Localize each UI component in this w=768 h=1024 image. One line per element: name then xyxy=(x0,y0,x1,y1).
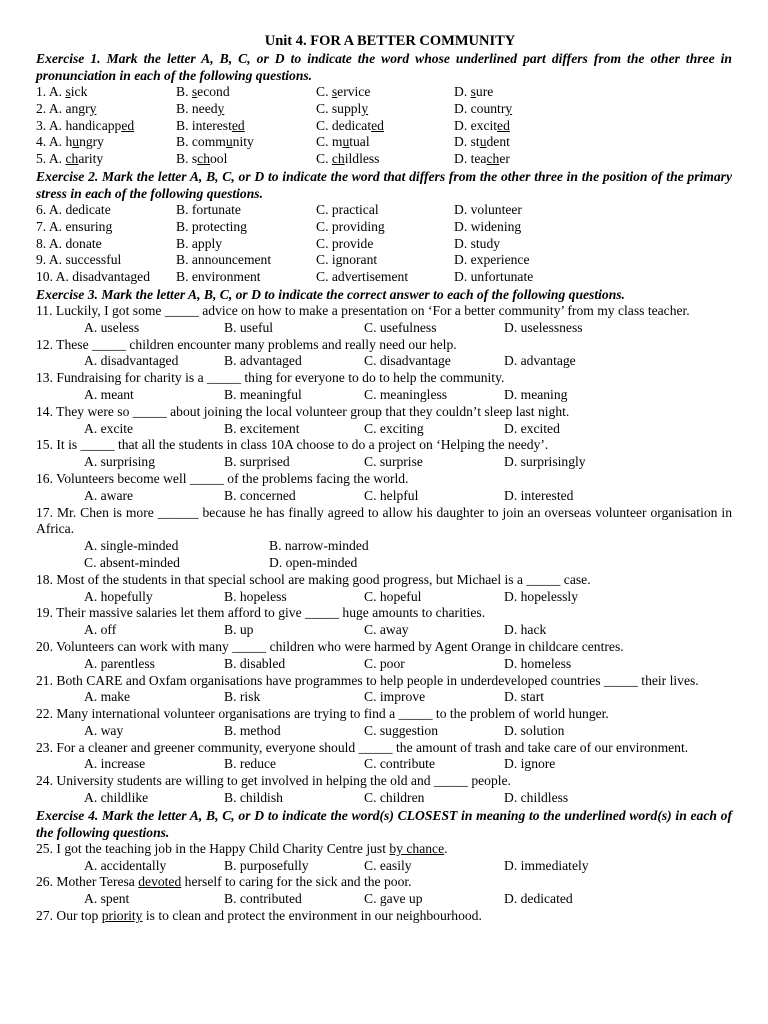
option-a: A. way xyxy=(84,722,124,738)
option-d: D. teacher xyxy=(454,151,510,167)
option-c: C. gave up xyxy=(364,891,423,907)
option-d: D. open-minded xyxy=(269,554,358,570)
question-24: 24. University students are willing to get involved in helping the old and _____ people. xyxy=(36,773,511,789)
option-c: C. service xyxy=(316,84,371,99)
option-c: C. helpful xyxy=(364,487,419,503)
question-14-options xyxy=(36,421,732,438)
option-c: C. hopeful xyxy=(364,588,422,604)
option-c: C. poor xyxy=(364,655,405,671)
option-c: C. provide xyxy=(316,235,374,251)
question-text: 27. Our top xyxy=(36,908,102,924)
option-b: B. school xyxy=(176,151,228,167)
exercise-2-questions xyxy=(36,202,732,286)
option-c: C. supply xyxy=(316,100,369,116)
option-d: D. start xyxy=(504,689,545,705)
option-d: D. ignore xyxy=(504,756,556,772)
option-d: D. homeless xyxy=(504,655,572,671)
option-c: C. contribute xyxy=(364,756,435,772)
question-22-options xyxy=(36,723,732,740)
option-a: 1. A. sick xyxy=(36,84,88,99)
question-25-options xyxy=(36,858,732,875)
option-d: D. uselessness xyxy=(504,319,583,335)
option-a: A. hopefully xyxy=(84,588,153,604)
option-d: D. meaning xyxy=(504,386,568,402)
exercise-1-questions xyxy=(36,84,732,168)
question-23-options xyxy=(36,756,732,773)
question-19: 19. Their massive salaries let them afford to give _____ huge amounts to charities. xyxy=(36,605,486,621)
option-c: C. usefulness xyxy=(364,319,437,335)
exercise-2-heading: Exercise 2. Mark the letter A, B, C, or D to indicate the word that differs from the other three in the position of the primary stress in each of the following questions. xyxy=(36,168,732,201)
option-c: C. easily xyxy=(364,857,412,873)
option-c: C. advertisement xyxy=(316,269,409,285)
option-a: 3. A. handicapped xyxy=(36,117,135,133)
option-a: A. accidentally xyxy=(84,857,167,873)
question-17-options xyxy=(36,538,732,572)
option-c: C. dedicated xyxy=(316,117,384,133)
page-title: Unit 4. FOR A BETTER COMMUNITY xyxy=(264,33,516,49)
option-d: D. hack xyxy=(504,622,547,638)
question-10-row xyxy=(36,269,732,286)
underlined-phrase: priority xyxy=(101,908,143,924)
option-a: A. increase xyxy=(84,756,146,772)
option-b: B. excitement xyxy=(224,420,300,436)
option-a: A. childlike xyxy=(84,790,149,806)
question-14: 14. They were so _____ about joining the local volunteer group that they couldn’t sleep last night. xyxy=(36,403,570,419)
option-b: B. method xyxy=(224,722,281,738)
option-b: B. fortunate xyxy=(176,201,241,217)
option-b: B. useful xyxy=(224,319,274,335)
option-a: A. spent xyxy=(84,891,130,907)
option-d: D. solution xyxy=(504,722,565,738)
option-d: D. study xyxy=(454,235,501,251)
option-c: C. absent-minded xyxy=(84,554,180,570)
option-c: C. childless xyxy=(316,151,380,167)
option-b: B. community xyxy=(176,134,254,150)
option-c: C. improve xyxy=(364,689,426,705)
question-20: 20. Volunteers can work with many _____ children who were harmed by Agent Orange in childcare centres. xyxy=(36,638,624,654)
question-2-row xyxy=(36,101,732,118)
question-6-row xyxy=(36,202,732,219)
option-b: B. purposefully xyxy=(224,857,309,873)
option-a: A. off xyxy=(84,622,117,638)
option-d: D. unfortunate xyxy=(454,269,534,285)
option-a: A. meant xyxy=(84,386,134,402)
option-a: A. useless xyxy=(84,319,140,335)
option-a: 10. A. disadvantaged xyxy=(36,269,151,285)
question-11-options xyxy=(36,320,732,337)
question-23: 23. For a cleaner and greener community, everyone should _____ the amount of trash and take care of our environment. xyxy=(36,739,689,755)
option-d: D. advantage xyxy=(504,353,576,369)
question-4-row xyxy=(36,134,732,151)
question-text-end: is to clean and protect the environment in our neighbourhood. xyxy=(142,908,482,924)
option-b: B. contributed xyxy=(224,891,302,907)
option-b: B. protecting xyxy=(176,218,247,234)
option-c: C. children xyxy=(364,790,425,806)
option-d: D. childless xyxy=(504,790,569,806)
option-b: B. hopeless xyxy=(224,588,287,604)
option-a: 8. A. donate xyxy=(36,235,102,251)
question-7-row xyxy=(36,219,732,236)
question-26-options xyxy=(36,891,732,908)
option-c: C. surprise xyxy=(364,454,423,470)
option-d: D. volunteer xyxy=(454,201,522,217)
option-b: B. second xyxy=(176,84,230,99)
option-b: B. apply xyxy=(176,235,223,251)
option-c: C. exciting xyxy=(364,420,424,436)
option-c: C. practical xyxy=(316,201,379,217)
option-a: 9. A. successful xyxy=(36,252,122,268)
option-b: B. advantaged xyxy=(224,353,302,369)
option-b: B. announcement xyxy=(176,252,272,268)
option-a: A. excite xyxy=(84,420,134,436)
question-22: 22. Many international volunteer organisations are trying to find a _____ to the problem of world hunger. xyxy=(36,706,609,722)
exercise-3-heading: Exercise 3. Mark the letter A, B, C, or D to indicate the correct answer to each of the following questions. xyxy=(36,286,625,302)
question-text-end: . xyxy=(444,840,448,856)
option-a: A. surprising xyxy=(84,454,155,470)
question-9-row xyxy=(36,252,732,269)
option-d: D. excited xyxy=(504,420,560,436)
option-d: D. immediately xyxy=(504,857,589,873)
question-13: 13. Fundraising for charity is a _____ thing for everyone to do to help the community. xyxy=(36,370,505,386)
option-b: B. needy xyxy=(176,100,225,116)
option-d: D. surprisingly xyxy=(504,454,586,470)
option-d: D. interested xyxy=(504,487,574,503)
question-27 xyxy=(36,908,732,925)
option-a: A. aware xyxy=(84,487,134,503)
option-c: C. ignorant xyxy=(316,252,378,268)
question-21-options xyxy=(36,689,732,706)
option-b: B. concerned xyxy=(224,487,296,503)
option-b: B. meaningful xyxy=(224,386,302,402)
question-1-row xyxy=(36,84,732,101)
question-26 xyxy=(36,874,732,891)
underlined-phrase: by chance xyxy=(389,840,445,856)
question-8-row xyxy=(36,236,732,253)
option-d: D. experience xyxy=(454,252,530,268)
exercise-4-heading: Exercise 4. Mark the letter A, B, C, or D to indicate the word(s) CLOSEST in meaning to the underlined word(s) in each of the following questions. xyxy=(36,807,732,840)
option-a: A. parentless xyxy=(84,655,155,671)
option-b: B. environment xyxy=(176,269,261,285)
option-a: 5. A. charity xyxy=(36,151,104,167)
option-a: A. single-minded xyxy=(84,538,179,554)
option-a: A. make xyxy=(84,689,131,705)
question-12-options xyxy=(36,353,732,370)
question-15-options xyxy=(36,454,732,471)
option-c: C. disadvantage xyxy=(364,353,451,369)
option-a: 4. A. hungry xyxy=(36,134,104,150)
option-d: D. widening xyxy=(454,218,522,234)
option-b: B. disabled xyxy=(224,655,286,671)
question-24-options xyxy=(36,790,732,807)
option-d: D. country xyxy=(454,100,513,116)
question-21: 21. Both CARE and Oxfam organisations have programmes to help people in underdeveloped countries _____ their lives. xyxy=(36,672,699,688)
question-11: 11. Luckily, I got some _____ advice on how to make a presentation on ‘For a better community’ from my class teacher. xyxy=(36,302,690,318)
question-19-options xyxy=(36,622,732,639)
question-18-options xyxy=(36,589,732,606)
question-13-options xyxy=(36,387,732,404)
question-17: 17. Mr. Chen is more ______ because he has finally agreed to allow his daughter to join an overseas volunteer organisation in Africa. xyxy=(36,504,732,537)
option-b: B. narrow-minded xyxy=(269,538,369,554)
option-a: 2. A. angry xyxy=(36,100,97,116)
option-c: C. meaningless xyxy=(364,386,448,402)
option-c: C. mutual xyxy=(316,134,370,150)
option-b: B. surprised xyxy=(224,454,290,470)
question-16-options xyxy=(36,488,732,505)
question-3-row xyxy=(36,118,732,135)
option-c: C. away xyxy=(364,622,409,638)
question-12: 12. These _____ children encounter many problems and really need our help. xyxy=(36,336,457,352)
option-d: D. hopelessly xyxy=(504,588,579,604)
option-b: B. reduce xyxy=(224,756,277,772)
option-c: C. providing xyxy=(316,218,385,234)
question-5-row xyxy=(36,151,732,168)
option-a: A. disadvantaged xyxy=(84,353,179,369)
question-20-options xyxy=(36,656,732,673)
question-16: 16. Volunteers become well _____ of the problems facing the world. xyxy=(36,470,409,486)
option-b: B. interested xyxy=(176,117,245,133)
question-text: 25. I got the teaching job in the Happy Child Charity Centre just xyxy=(36,840,390,856)
option-d: D. student xyxy=(454,134,510,150)
option-d: D. excited xyxy=(454,117,510,133)
question-18: 18. Most of the students in that special school are making good progress, but Michael is a _____ case. xyxy=(36,571,591,587)
option-b: B. up xyxy=(224,622,254,638)
option-b: B. risk xyxy=(224,689,261,705)
option-d: D. dedicated xyxy=(504,891,573,907)
question-text-end: herself to caring for the sick and the poor. xyxy=(181,874,412,890)
question-text: 26. Mother Teresa xyxy=(36,874,139,890)
option-c: C. suggestion xyxy=(364,722,439,738)
option-b: B. childish xyxy=(224,790,283,806)
exercise-1-heading: Exercise 1. Mark the letter A, B, C, or D to indicate the word whose underlined part differs from the other three in pronunciation in each of the following questions. xyxy=(36,51,732,83)
option-a: 6. A. dedicate xyxy=(36,201,111,217)
question-25 xyxy=(36,841,732,858)
question-15: 15. It is _____ that all the students in class 10A choose to do a project on ‘Helping the needy’. xyxy=(36,437,549,453)
option-d: D. sure xyxy=(454,84,494,99)
underlined-phrase: devoted xyxy=(138,874,182,890)
option-a: 7. A. ensuring xyxy=(36,218,113,234)
